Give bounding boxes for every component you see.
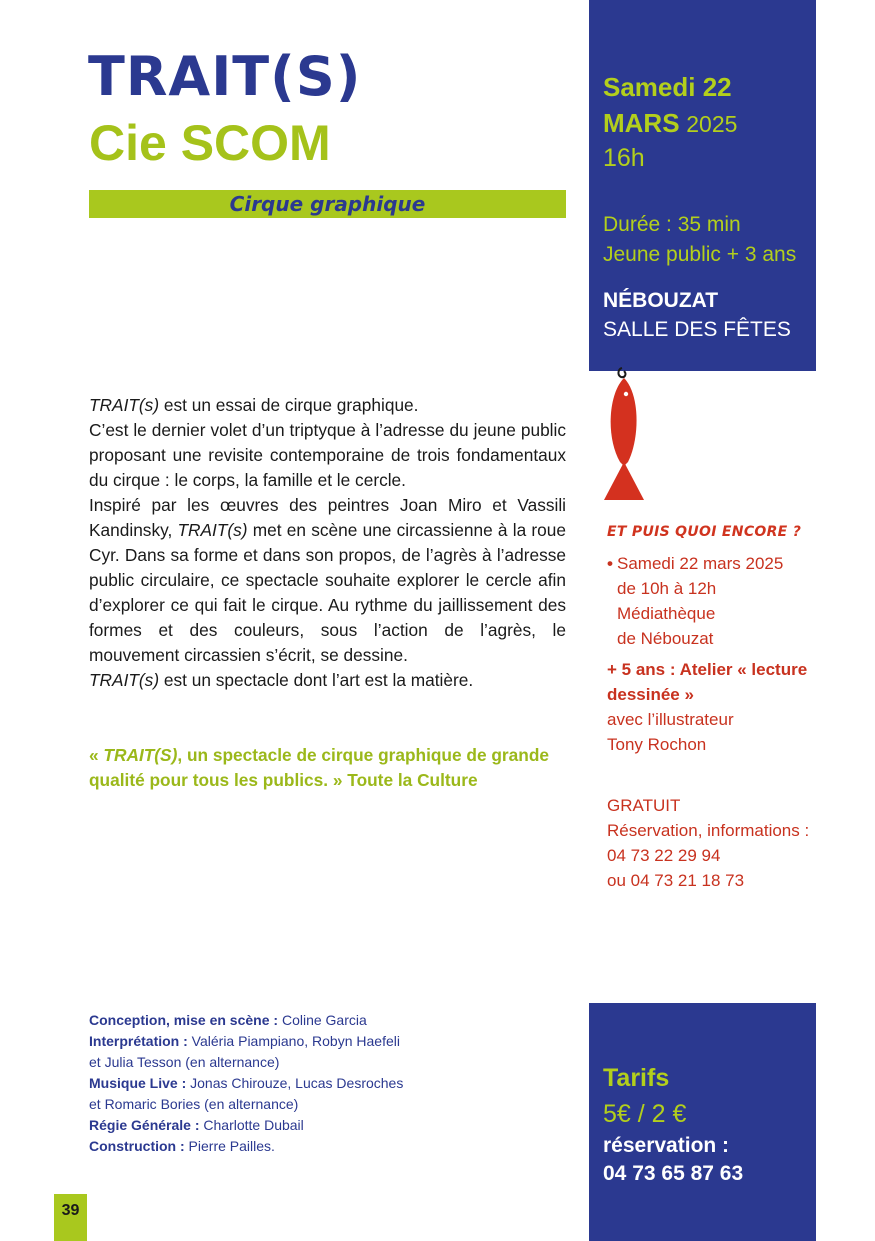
credit-line: Régie Générale : Charlotte Dubail xyxy=(89,1117,304,1133)
show-title-italic: TRAIT(s) xyxy=(177,520,248,540)
page-number: 39 xyxy=(61,1202,80,1219)
event-month-year xyxy=(603,108,737,140)
credit-line: et Romaric Bories (en alternance) xyxy=(89,1096,299,1112)
event-year: 2025 xyxy=(686,111,738,137)
credits-block xyxy=(89,1010,419,1157)
show-title-italic: TRAIT(s) xyxy=(89,395,160,415)
event-time: 16h xyxy=(603,144,645,172)
description-paragraph: C’est le dernier volet d’un triptyque à l’adresse du jeune public proposant une revisite contemporaine de trois fondamentaux du cirque : le corps, la famille et le cercle. xyxy=(89,420,566,490)
workshop-place: Médiathèque xyxy=(617,604,716,623)
tarifs-phone: 04 73 65 87 63 xyxy=(603,1162,744,1185)
credit-line: Conception, mise en scène : Coline Garcia xyxy=(89,1012,367,1028)
credit-line: Interprétation : Valéria Piampiano, Robyn Haefeli xyxy=(89,1033,400,1049)
workshop-illustrator: Tony Rochon xyxy=(607,735,707,754)
credit-line: Construction : Pierre Pailles. xyxy=(89,1138,275,1154)
tarifs-resa-label: réservation : xyxy=(603,1134,730,1157)
press-quote: « TRAIT(S), un spectacle de cirque graphique de grande qualité pour tous les publics. » Toute la Culture xyxy=(89,745,549,790)
event-venue: SALLE DES FÊTES xyxy=(603,318,791,341)
bullet-icon: • xyxy=(607,554,613,573)
workshop-town: de Nébouzat xyxy=(617,629,714,648)
description-paragraph: TRAIT(s) est un essai de cirque graphique. xyxy=(89,395,419,415)
event-day: Samedi 22 xyxy=(603,72,732,102)
tarifs-panel xyxy=(589,1003,816,1241)
tarifs-prices: 5€ / 2 € xyxy=(603,1100,687,1128)
tarifs-heading: Tarifs xyxy=(603,1064,670,1092)
quote-title: TRAIT(S) xyxy=(103,745,178,765)
workshop-date: Samedi 22 mars 2025 xyxy=(617,554,784,573)
credit-line: Musique Live : Jonas Chirouze, Lucas Desroches xyxy=(89,1075,404,1091)
event-duration: Durée : 35 min xyxy=(603,213,741,236)
description-paragraph: TRAIT(s) est un spectacle dont l’art est la matière. xyxy=(89,670,474,690)
workshop-phone-1: 04 73 22 29 94 xyxy=(607,846,721,865)
event-info-panel xyxy=(589,0,816,371)
page-number-box xyxy=(54,1194,87,1241)
workshop-resa-label: Réservation, informations : xyxy=(607,821,810,840)
description-paragraph: Inspiré par les œuvres des peintres Joan Miro et Vassili Kandinsky, TRAIT(s) met en scène une circassienne à la roue Cyr. Dans sa forme et dans son propos, de l’agrès à l’adresse public circulaire, ce spectacle souhaite explorer le cercle afin d’explorer ce qui fait le cirque. Au rythme du jaillissement des formes et des couleurs, sous l’action de l’agrès, le mouvement circassien s’écrit, se dessine. xyxy=(89,495,566,665)
show-description xyxy=(89,393,566,693)
workshop-title: + 5 ans : Atelier « lecture xyxy=(607,660,808,679)
show-title-italic: TRAIT(s) xyxy=(89,670,160,690)
company-name: Cie SCOM xyxy=(89,115,331,171)
event-town: NÉBOUZAT xyxy=(603,289,719,312)
workshop-title-cont: dessinée » xyxy=(607,685,694,704)
event-month: MARS xyxy=(603,108,680,138)
workshop-time: de 10h à 12h xyxy=(617,579,717,598)
event-audience: Jeune public + 3 ans xyxy=(603,243,797,266)
genre-label: Cirque graphique xyxy=(229,192,426,216)
credit-line: et Julia Tesson (en alternance) xyxy=(89,1054,280,1070)
show-title: TRAIT(S) xyxy=(88,45,362,108)
workshop-with: avec l’illustrateur xyxy=(607,710,734,729)
workshop-phone-2: ou 04 73 21 18 73 xyxy=(607,871,745,890)
genre-banner xyxy=(89,190,566,218)
workshop-free: GRATUIT xyxy=(607,796,681,815)
extra-activity-heading: ET PUIS QUOI ENCORE ? xyxy=(607,524,802,540)
fish-icon xyxy=(596,366,654,502)
